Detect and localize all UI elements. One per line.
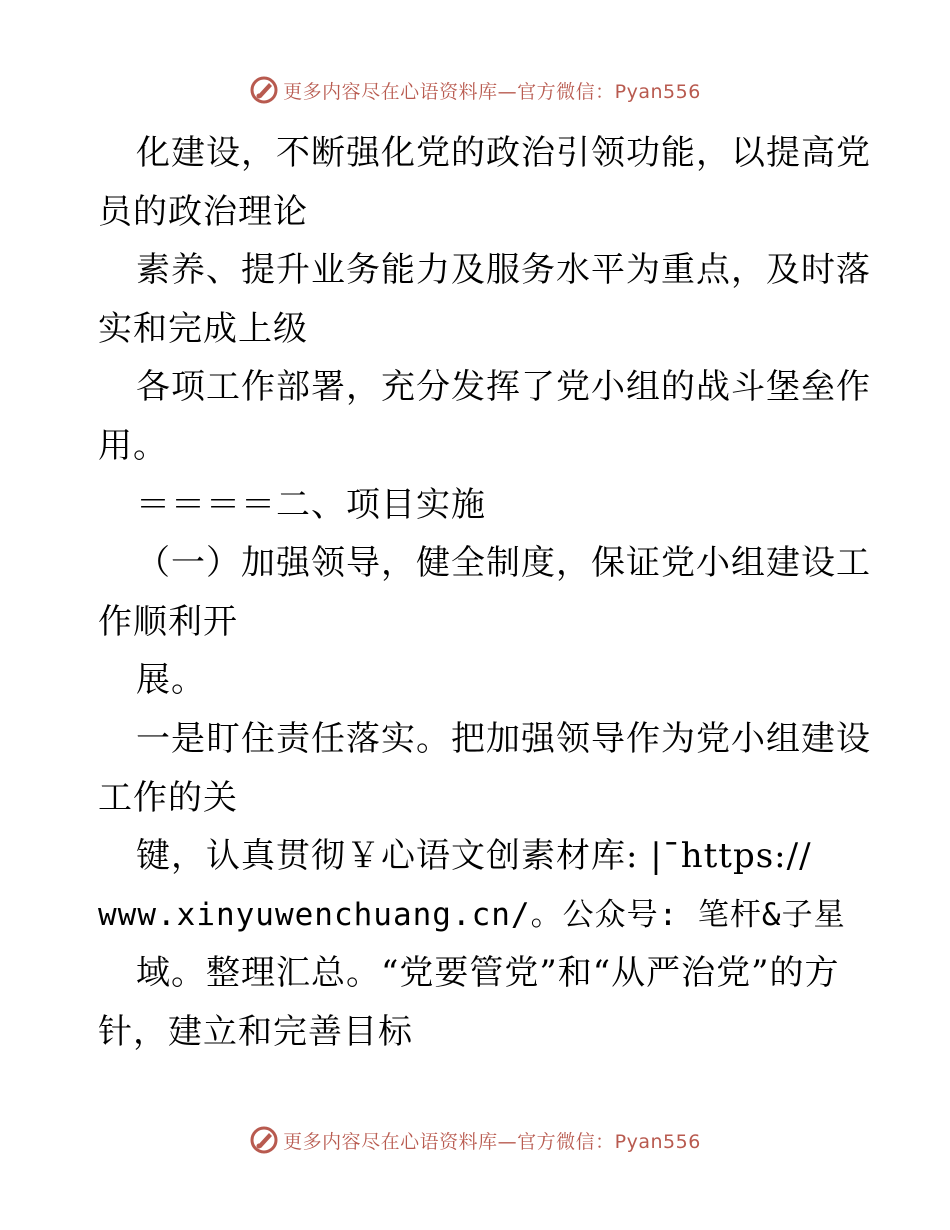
- brush-logo-icon: [249, 75, 279, 105]
- body-line: 针，建立和完善目标: [98, 1011, 413, 1052]
- body-line: 素养、提升业务能力及服务水平为重点，及时落: [136, 250, 871, 291]
- body-line: 域。整理汇总。“党要管党”和“从严治党”的方: [136, 953, 840, 994]
- body-line: 化建设，不断强化党的政治引领功能，以提高党: [136, 133, 871, 173]
- header-banner: [0, 72, 950, 108]
- brush-logo-icon: [249, 1125, 279, 1155]
- subsection-heading: （一）加强领导，健全制度，保证党小组建设工: [136, 543, 871, 584]
- body-line: 实和完成上级: [98, 308, 308, 349]
- body-line: 展。: [136, 660, 206, 701]
- body-line: 工作的关: [98, 777, 238, 818]
- body-line: 键，认真贯彻￥心语文创素材库: |¯https://: [136, 836, 812, 877]
- document-body: [98, 124, 871, 1062]
- body-line: 各项工作部署，充分发挥了党小组的战斗堡垒作: [136, 367, 871, 408]
- body-line-url: www.xinyuwenchuang.cn/。公众号: 笔杆&子星: [98, 896, 846, 933]
- footer-banner-text: 更多内容尽在心语资料库—官方微信：Pyan556: [283, 1130, 701, 1153]
- section-heading: ＝＝＝＝二、项目实施: [136, 484, 486, 525]
- body-line: 一是盯住责任落实。把加强领导作为党小组建设: [136, 718, 871, 759]
- body-line: 用。: [98, 425, 168, 466]
- header-banner-text: 更多内容尽在心语资料库—官方微信：Pyan556: [283, 80, 701, 103]
- footer-banner: [0, 1122, 950, 1158]
- body-line: 员的政治理论: [98, 191, 308, 232]
- body-line: 作顺利开: [98, 601, 238, 642]
